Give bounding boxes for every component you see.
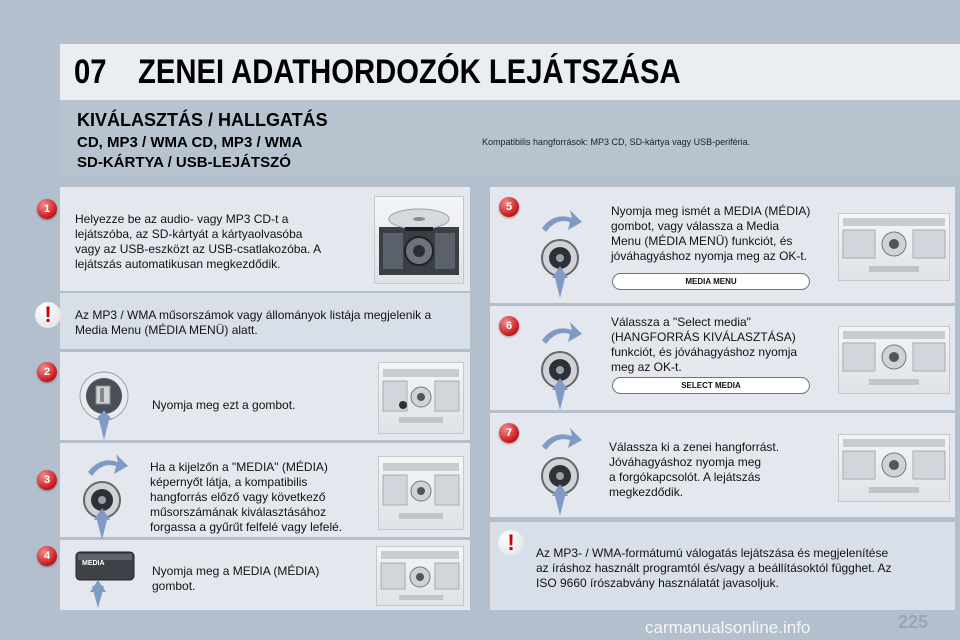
step-4-text: Nyomja meg a MEDIA (MÉDIA) gombot. <box>152 564 320 593</box>
rotary-knob-illustration-6 <box>534 318 594 410</box>
step-3-badge: 3 <box>37 470 57 490</box>
step-6-badge: 6 <box>499 316 519 336</box>
select-media-label: SELECT MEDIA <box>612 377 810 394</box>
step-3-text: Ha a kijelzőn a "MEDIA" (MÉDIA) képernyőt látja, a kompatibilis hangforrás előző vagy következő műsorszámának kiválasztásához forgassa a gyűrűt felfelé vagy lefelé. <box>150 460 343 534</box>
section-title: KIVÁLASZTÁS / HALLGATÁS <box>77 110 328 130</box>
radio-unit-illustration-5 <box>838 213 950 281</box>
section-subtitle-formats: CD, MP3 / WMA CD, MP3 / WMA <box>77 134 303 151</box>
radio-unit-illustration-3 <box>378 456 464 530</box>
chapter-number: 07 <box>74 53 107 91</box>
media-menu-label: MEDIA MENU <box>612 273 810 290</box>
step-5-text: Nyomja meg ismét a MEDIA (MÉDIA) gombot, vagy válassza a Media Menu (MÉDIA MENÜ) funkciót, és jóváhagyáshoz nyomja meg az OK-t. <box>611 204 811 263</box>
step-6-text: Válassza a "Select media" (HANGFORRÁS KIVÁLASZTÁSA) funkciót, és jóváhagyáshoz nyomja meg az OK-t. <box>611 315 798 374</box>
step-2-badge: 2 <box>37 362 57 382</box>
radio-unit-illustration-6 <box>838 326 950 394</box>
step-4-badge: 4 <box>37 546 57 566</box>
watermark: carmanualsonline.info <box>645 618 811 637</box>
rotary-knob-illustration-3 <box>80 450 140 540</box>
step-7-badge: 7 <box>499 423 519 443</box>
rotary-knob-illustration-7 <box>534 424 594 516</box>
note-2-text: Az MP3- / WMA-formátumú válogatás lejátszása és megjelenítése az íráshoz használt programtól és/vagy a beállításoktól függhet. Az ISO 9660 írószabvány használatát javasoljuk. <box>536 546 892 590</box>
warning-2-icon: ! <box>498 530 524 556</box>
step-1-text: Helyezze be az audio- vagy MP3 CD-t a lejátszóba, az SD-kártyát a kártyaolvasóba vagy az USB-eszközt az USB-csatlakozóba. A lejátszás automatikusan megkezdődik. <box>75 212 322 271</box>
warning-1-icon: ! <box>35 302 61 328</box>
rotary-knob-illustration-5 <box>534 206 594 298</box>
step-2-text: Nyomja meg ezt a gombot. <box>152 398 296 412</box>
compatibility-note: Kompatibilis hangforrások: MP3 CD, SD-kártya vagy USB-periféria. <box>482 137 751 147</box>
media-button-label: MEDIA <box>82 560 105 567</box>
note-1-text: Az MP3 / WMA műsorszámok vagy állományok listája megjelenik a Media Menu (MÉDIA MENÜ) alatt. <box>75 308 432 337</box>
radio-unit-illustration-4 <box>376 546 464 606</box>
cd-player-illustration <box>374 196 464 284</box>
step-7-text: Válassza ki a zenei hangforrást. Jóváhagyáshoz nyomja meg a forgókapcsolót. A lejátszás megkezdődik. <box>609 440 780 499</box>
section-subtitle-devices: SD-KÁRTYA / USB-LEJÁTSZÓ <box>77 154 291 171</box>
media-button-illustration <box>72 548 136 608</box>
radio-unit-illustration-2 <box>378 362 464 434</box>
step-1-badge: 1 <box>37 199 57 219</box>
radio-unit-illustration-7 <box>838 434 950 502</box>
media-list-button-illustration <box>78 366 134 440</box>
step-5-badge: 5 <box>499 197 519 217</box>
page-reference: 225 <box>898 612 929 632</box>
page-title: ZENEI ADATHORDOZÓK LEJÁTSZÁSA <box>138 53 681 91</box>
